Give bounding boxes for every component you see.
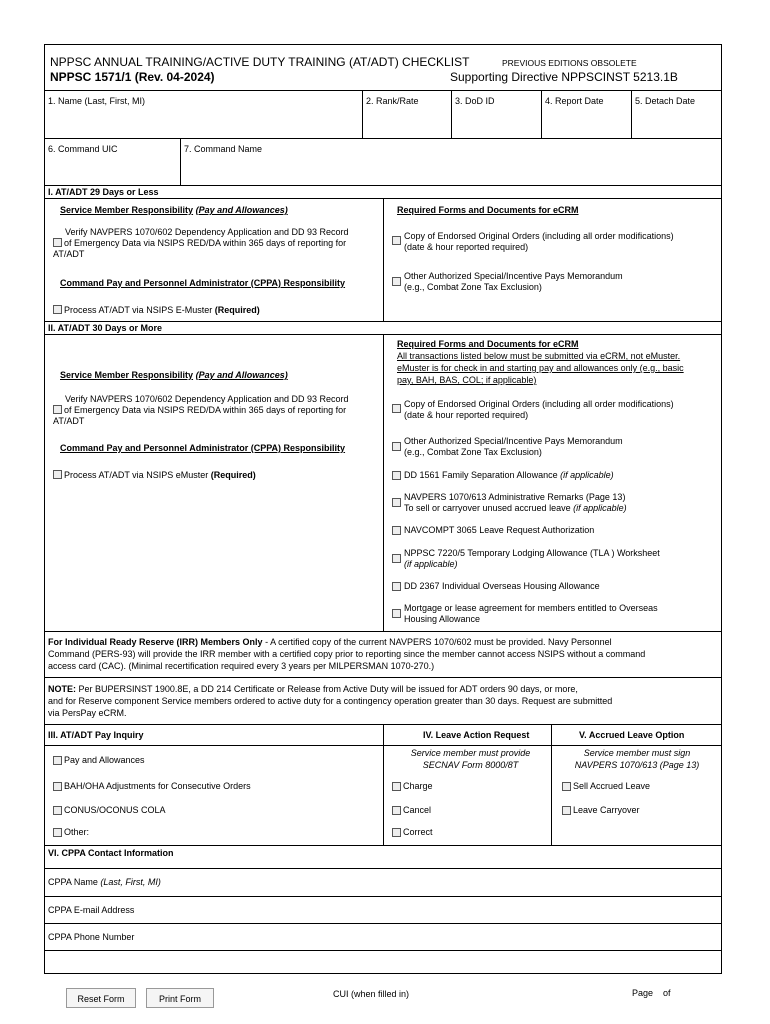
s1-orders-line: Copy of Endorsed Original Orders (including all order modifications) [404,231,674,241]
s2-dd1561-note: (if applicable) [560,470,614,480]
s1-verify-line: Verify NAVPERS 1070/602 Dependency Application and DD 93 Record [65,227,349,237]
s1-orders-checkbox[interactable] [392,236,401,245]
rank-field[interactable] [363,91,450,137]
s2-navpers613-text: To sell or carryover unused accrued leave [404,503,574,513]
s2-tla-checkbox[interactable] [392,554,401,563]
s2-orders-line: (date & hour reported required) [404,410,529,420]
s1-process-required: (Required) [214,305,260,315]
command-name-field[interactable] [181,139,721,184]
s2-tla-line: (if applicable) [404,559,458,569]
divider [44,631,722,632]
irr-heading: For Individual Ready Reserve (IRR) Members Only [48,637,263,647]
note-text: Per BUPERSINST 1900.8E, a DD 214 Certificate or Release from Active Duty will be issued for ADT orders 90 days, or more, [76,684,578,694]
s2-orders-line: Copy of Endorsed Original Orders (including all order modifications) [404,399,674,409]
note-line: via PersPay eCRM. [48,708,127,718]
command-uic-label: 6. Command UIC [48,144,118,154]
report-date-label: 4. Report Date [545,96,604,106]
s2-navcompt-checkbox[interactable] [392,526,401,535]
s1-smr-sub: (Pay and Allowances) [195,205,288,215]
s2-mortgage-line: Housing Allowance [404,614,481,624]
s3-other-label: Other: [64,827,90,837]
section-1-title: I. AT/ADT 29 Days or Less [48,187,159,197]
cppa-name-hint: (Last, First, MI) [100,877,161,887]
s2-process-checkbox[interactable] [53,470,62,479]
s1-cppa-heading: Command Pay and Personnel Administrator (CPPA) Responsibility [60,278,346,288]
report-date-field[interactable] [542,91,630,137]
form-title: NPPSC ANNUAL TRAINING/ACTIVE DUTY TRAINING (AT/ADT) CHECKLIST [50,55,470,69]
command-uic-field[interactable] [45,139,179,184]
s1-service-member-heading [60,205,288,216]
s2-verify-line: Verify NAVPERS 1070/602 Dependency Application and DD 93 Record [65,394,349,404]
section-2-title: II. AT/ADT 30 Days or More [48,323,163,333]
name-label: 1. Name (Last, First, MI) [48,96,146,106]
s2-smr-sub: (Pay and Allowances) [195,370,288,380]
s2-process-label [64,470,256,481]
cppa-name-field[interactable] [45,869,721,895]
s1-verify-line: AT/ADT [53,249,85,259]
s2-dd1561-text: DD 1561 Family Separation Allowance [404,470,561,480]
cppa-email-field[interactable] [45,897,721,922]
s2-process-text: Process AT/ADT via NSIPS eMuster [64,470,211,480]
s2-orders-checkbox[interactable] [392,404,401,413]
s2-verify-line: AT/ADT [53,416,85,426]
cppa-phone-label: CPPA Phone Number [48,932,135,942]
s5-sell-label: Sell Accrued Leave [573,781,651,791]
s4-charge-checkbox[interactable] [392,782,401,791]
s2-navpers613-note: (if applicable) [573,503,627,513]
divider [383,198,384,321]
divider [44,677,722,678]
cppa-phone-field[interactable] [45,924,721,949]
s1-other-checkbox[interactable] [392,277,401,286]
irr-text: - A certified copy of the current NAVPERS 1070/602 must be provided. Navy Personnel [262,637,612,647]
s5-sell-checkbox[interactable] [562,782,571,791]
s4-subtitle: SECNAV Form 8000/8T [422,760,519,770]
s2-required-note: All transactions listed below must be submitted via eCRM, not eMuster. [397,351,681,361]
section-4-title: IV. Leave Action Request [423,730,530,740]
s2-navcompt-label: NAVCOMPT 3065 Leave Request Authorization [404,525,595,535]
s1-orders-line: (date & hour reported required) [404,242,529,252]
cppa-name-label [48,877,161,888]
s2-dd2367-label: DD 2367 Individual Overseas Housing Allowance [404,581,600,591]
s4-correct-label: Correct [403,827,433,837]
rank-label: 2. Rank/Rate [366,96,419,106]
s2-service-member-heading [60,370,288,381]
s3-bah-label: BAH/OHA Adjustments for Consecutive Orders [64,781,251,791]
s2-smr-label: Service Member Responsibility [60,370,194,380]
s1-verify-checkbox[interactable] [53,238,62,247]
irr-line: Command (PERS-93) will provide the IRR member with a certified copy prior to reporting since the member cannot access NSIPS without a command [48,649,646,659]
s2-other-checkbox[interactable] [392,442,401,451]
s2-navpers613-line [404,503,627,514]
s2-process-required: (Required) [210,470,256,480]
obsolete-notice: PREVIOUS EDITIONS OBSOLETE [502,58,637,68]
page-of-label: of [663,988,671,998]
supporting-directive: Supporting Directive NPPSCINST 5213.1B [450,70,678,84]
s3-cola-label: CONUS/OCONUS COLA [64,805,166,815]
s3-cola-checkbox[interactable] [53,806,62,815]
s1-verify-line: of Emergency Data via NSIPS RED/DA within 365 days of reporting for [64,238,347,248]
cui-marking: CUI (when filled in) [333,989,410,999]
divider [44,845,722,846]
s1-process-checkbox[interactable] [53,305,62,314]
note-line [48,684,578,695]
detach-date-field[interactable] [632,91,721,137]
s2-other-line: Other Authorized Special/Incentive Pays Memorandum [404,436,623,446]
page-label: Page [632,988,654,998]
divider [44,321,722,322]
divider [383,724,384,845]
irr-line [48,637,612,648]
s4-cancel-checkbox[interactable] [392,806,401,815]
divider [44,950,722,951]
s5-carryover-checkbox[interactable] [562,806,571,815]
s2-dd2367-checkbox[interactable] [392,582,401,591]
s2-required-note: eMuster is for check in and starting pay and allowances only (e.g., basic [397,363,684,373]
s4-subtitle: Service member must provide [410,748,531,758]
reset-form-button[interactable]: Reset Form [66,988,136,1008]
print-form-button[interactable]: Print Form [146,988,214,1008]
s2-mortgage-line: Mortgage or lease agreement for members entitled to Overseas [404,603,658,613]
irr-line: access card (CAC). (Minimal recertification required every 3 years per MILPERSMAN 1070-270.) [48,661,435,671]
s5-carryover-label: Leave Carryover [573,805,640,815]
s2-mortgage-checkbox[interactable] [392,609,401,618]
s2-dd1561-label [404,470,614,481]
s3-pay-checkbox[interactable] [53,756,62,765]
note-line: and for Reserve component Service members ordered to active duty for a contingency operation greater than 30 days. Request are submitted [48,696,613,706]
s5-subtitle: Service member must sign [583,748,691,758]
s2-required-note: pay, BAH, BAS, COL; if applicable) [397,375,537,385]
s1-process-label [64,305,260,316]
command-name-label: 7. Command Name [184,144,263,154]
s4-cancel-label: Cancel [403,805,432,815]
note-label: NOTE: [48,684,76,694]
s2-tla-line: NPPSC 7220/5 Temporary Lodging Allowance (TLA ) Worksheet [404,548,660,558]
s2-cppa-heading: Command Pay and Personnel Administrator (CPPA) Responsibility [60,443,346,453]
name-field[interactable] [45,91,361,137]
s3-other-checkbox[interactable] [53,828,62,837]
dodid-label: 3. DoD ID [455,96,495,106]
section-3-title: III. AT/ADT Pay Inquiry [48,730,144,740]
s2-verify-checkbox[interactable] [53,405,62,414]
s1-process-text: Process AT/ADT via NSIPS E-Muster [64,305,215,315]
s1-smr-label: Service Member Responsibility [60,205,194,215]
s5-subtitle: NAVPERS 1070/613 (Page 13) [574,760,700,770]
s2-other-line: (e.g., Combat Zone Tax Exclusion) [404,447,542,457]
s2-navpers613-checkbox[interactable] [392,498,401,507]
s1-other-line: (e.g., Combat Zone Tax Exclusion) [404,282,542,292]
detach-date-label: 5. Detach Date [635,96,696,106]
s2-verify-line: of Emergency Data via NSIPS RED/DA within 365 days of reporting for [64,405,347,415]
divider [383,334,384,631]
s1-other-line: Other Authorized Special/Incentive Pays Memorandum [404,271,623,281]
section-6-title: VI. CPPA Contact Information [48,848,174,858]
form-number: NPPSC 1571/1 (Rev. 04-2024) [50,70,215,84]
divider [44,185,722,186]
divider [551,724,552,845]
s3-bah-checkbox[interactable] [53,782,62,791]
section-5-title: V. Accrued Leave Option [579,730,685,740]
s2-dd1561-checkbox[interactable] [392,471,401,480]
s2-required-forms-heading: Required Forms and Documents for eCRM [397,339,579,349]
s2-navpers613-line: NAVPERS 1070/613 Administrative Remarks (Page 13) [404,492,626,502]
cppa-name-text: CPPA Name [48,877,101,887]
s4-charge-label: Charge [403,781,433,791]
s1-required-forms-heading: Required Forms and Documents for eCRM [397,205,579,215]
dodid-field[interactable] [452,91,540,137]
s4-correct-checkbox[interactable] [392,828,401,837]
cppa-email-label: CPPA E-mail Address [48,905,135,915]
s3-pay-label: Pay and Allowances [64,755,145,765]
